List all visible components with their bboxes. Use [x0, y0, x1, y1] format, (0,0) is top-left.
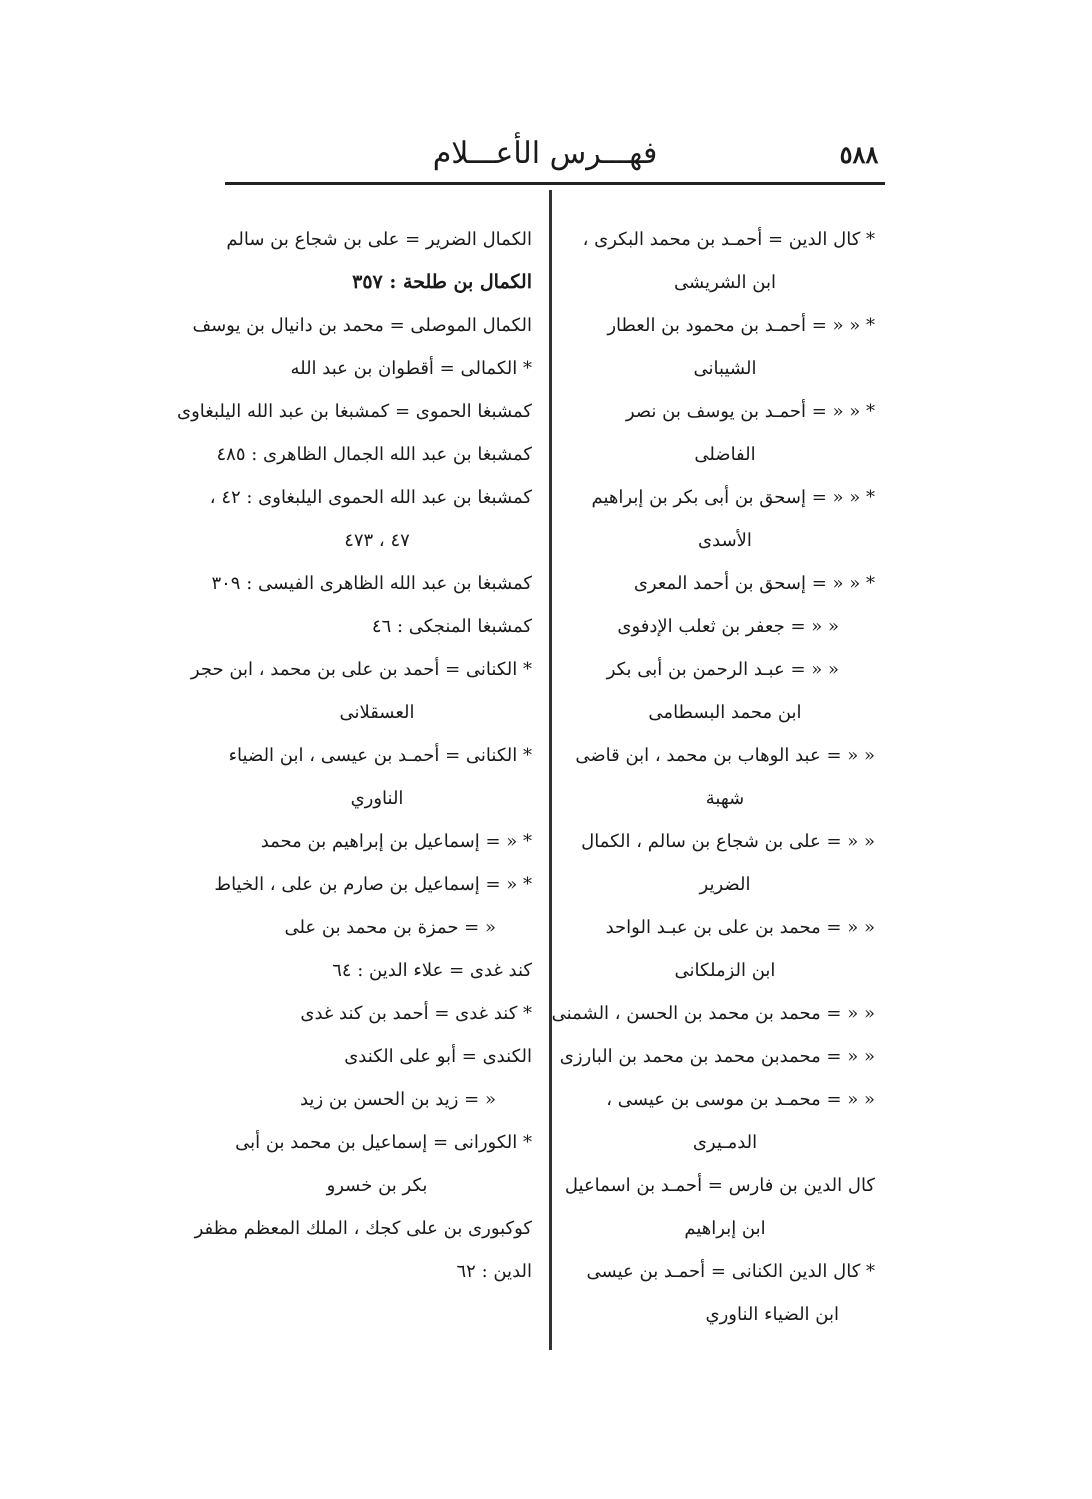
index-entry-text: بكر بن خسرو: [326, 1175, 428, 1196]
index-entry-line: [575, 304, 875, 347]
index-entry-line: [575, 906, 875, 949]
index-entry-text: « « = محمد بن محمد بن الحسن ، الشمنى: [551, 1003, 875, 1024]
index-entry-text: الدمـيرى: [692, 1132, 758, 1153]
index-entry-text: ابن الضياء الناوري: [705, 1304, 839, 1325]
index-entry-line: [575, 519, 875, 562]
index-entry-text: « « = على بن شجاع بن سالم ، الكمال: [581, 831, 875, 852]
page-title: فهـــرس الأعـــلام: [432, 136, 658, 171]
index-entry-line: [575, 863, 875, 906]
index-entry-text: شهبة: [705, 788, 745, 809]
index-entry-text: ابن محمد البسطامى: [648, 702, 802, 723]
index-entry-line: [551, 992, 875, 1035]
index-entry-line: [222, 906, 532, 949]
index-entry-text: * « « = أحمـد بن يوسف بن نصر: [625, 401, 875, 422]
index-entry-text: « « = محمـد بن موسى بن عيسى ،: [606, 1089, 875, 1110]
index-entry-line: [192, 304, 532, 347]
index-entry-text: الضرير: [699, 874, 751, 895]
index-entry-line: [190, 648, 532, 691]
index-entry-text: « « = محمد بن على بن عبـد الواحد: [605, 917, 875, 938]
index-entry-text: الشيبانى: [693, 358, 757, 379]
index-entry-text: ابن إبراهيم: [684, 1218, 766, 1239]
index-entry-line: [575, 1250, 875, 1293]
index-entry-text: « = حمزة بن محمد بن على: [284, 917, 496, 938]
index-entry-line: [222, 1121, 532, 1164]
index-entry-line: [222, 218, 532, 261]
column-divider: [549, 190, 552, 1350]
index-entry-line: [575, 218, 875, 261]
index-entry-line: [575, 562, 875, 605]
index-entry-text: الأسدى: [698, 530, 752, 551]
index-entry-line: [222, 734, 532, 777]
index-entry-text: « = زيد بن الحسن بن زيد: [299, 1089, 496, 1110]
index-entry-line: [177, 390, 532, 433]
index-entry-text: كال الدين بن فارس = أحمـد بن اسماعيل: [564, 1175, 875, 1196]
index-entry-line: [575, 1121, 875, 1164]
index-entry-text: « « = جعفر بن ثعلب الإدفوى: [617, 616, 839, 637]
header-rule: [225, 182, 885, 185]
index-entry-line: [575, 476, 875, 519]
index-entry-text: كمشبغا بن عبد الله الظاهرى الفيسى : ٣٠٩: [211, 573, 532, 594]
index-entry-text: « « = عبد الوهاب بن محمد ، ابن قاضى: [575, 745, 875, 766]
index-entry-text: كمشبغا بن عبد الله الجمال الظاهرى : ٤٨٥: [216, 444, 532, 465]
index-entry-text: * الكمالى = أقطوان بن عبد الله: [290, 358, 532, 379]
index-entry-text: « « = محمدبن محمد بن محمد بن البارزى: [559, 1046, 875, 1067]
index-entry-line: [575, 605, 875, 648]
index-entry-line: [211, 562, 532, 605]
index-entry-line: [575, 1078, 875, 1121]
index-entry-line: [214, 863, 532, 906]
index-entry-text: * كال الدين = أحمـد بن محمد البكرى ،: [582, 229, 875, 250]
index-entry-text: * « « = أحمـد بن محمود بن العطار: [607, 315, 875, 336]
index-entry-line: [575, 261, 875, 304]
index-entry-line: [222, 1250, 532, 1293]
index-entry-text: * « « = إسحق بن أحمد المعرى: [633, 573, 875, 594]
index-entry-text: * الكنانى = أحمـد بن عيسى ، ابن الضياء: [228, 745, 532, 766]
left-column: [177, 218, 532, 1293]
index-entry-text: كوكبورى بن على كجك ، الملك المعظم مظفر: [194, 1218, 532, 1239]
index-entry-line: [222, 519, 532, 562]
index-entry-text: * « « = إسحق بن أبى بكر بن إبراهيم: [591, 487, 875, 508]
index-entry-line: [222, 820, 532, 863]
index-entry-line: [575, 648, 875, 691]
index-entry-text: الدين : ٦٢: [456, 1261, 532, 1282]
index-entry-text: العسقلانى: [339, 702, 415, 723]
index-entry-line: [575, 949, 875, 992]
index-entry-line: [575, 1207, 875, 1250]
index-entry-line: [209, 476, 532, 519]
index-entry-text: * كند غدى = أحمد بن كند غدى: [300, 1003, 532, 1024]
right-column: [551, 218, 875, 1336]
index-entry-text: كمشبغا الحموى = كمشبغا بن عبد الله اليلبغاوى: [177, 401, 532, 422]
index-entry-line: [222, 992, 532, 1035]
index-entry-text: الكندى = أبو على الكندى: [344, 1046, 532, 1067]
index-entry-text: كند غدى = علاء الدين : ٦٤: [332, 960, 532, 981]
index-entry-text: ابن الزملكانى: [674, 960, 776, 981]
index-entry-line: [222, 261, 532, 304]
index-entry-line: [559, 1035, 875, 1078]
index-entry-line: [222, 949, 532, 992]
index-entry-line: [575, 390, 875, 433]
index-entry-line: [575, 820, 875, 863]
index-entry-line: [222, 605, 532, 648]
index-entry-line: [222, 691, 532, 734]
index-entry-text: ابن الشريشى: [674, 272, 776, 293]
index-entry-line: [216, 433, 532, 476]
index-entry-line: [222, 1035, 532, 1078]
index-entry-text: الناوري: [350, 788, 404, 809]
index-entry-line: [575, 691, 875, 734]
index-entry-text: الكمال الموصلى = محمد بن دانيال بن يوسف: [192, 315, 532, 336]
index-entry-line: [575, 734, 875, 777]
index-entry-line: [222, 777, 532, 820]
index-entry-text: ٤٧ ، ٤٧٣: [344, 530, 410, 551]
index-entry-text: كمشبغا المنجكى : ٤٦: [371, 616, 532, 637]
page-number: ٥٨٨: [839, 140, 879, 169]
index-entry-text: * الكورانى = إسماعيل بن محمد بن أبى: [235, 1132, 532, 1153]
index-entry-line: [564, 1164, 875, 1207]
index-entry-text: * « = إسماعيل بن إبراهيم بن محمد: [260, 831, 532, 852]
index-entry-line: [575, 347, 875, 390]
index-entry-text: * كال الدين الكنانى = أحمـد بن عيسى: [586, 1261, 875, 1282]
index-entry-text: الكمال بن طلحة : ٣٥٧: [352, 271, 532, 293]
index-entry-line: [575, 1293, 875, 1336]
index-entry-text: الفاضلى: [694, 444, 756, 465]
index-entry-line: [194, 1207, 532, 1250]
index-entry-line: [575, 433, 875, 476]
index-entry-line: [222, 1164, 532, 1207]
index-entry-text: « « = عبـد الرحمن بن أبى بكر: [606, 659, 839, 680]
index-entry-text: * الكنانى = أحمد بن على بن محمد ، ابن حجر: [190, 659, 532, 680]
index-entry-line: [222, 347, 532, 390]
index-entry-text: * « = إسماعيل بن صارم بن على ، الخياط: [214, 874, 532, 895]
index-entry-text: كمشبغا بن عبد الله الحموى اليلبغاوى : ٤٢ ،: [209, 487, 532, 508]
index-entry-line: [222, 1078, 532, 1121]
index-entry-text: الكمال الضرير = على بن شجاع بن سالم: [226, 229, 532, 250]
index-entry-line: [575, 777, 875, 820]
